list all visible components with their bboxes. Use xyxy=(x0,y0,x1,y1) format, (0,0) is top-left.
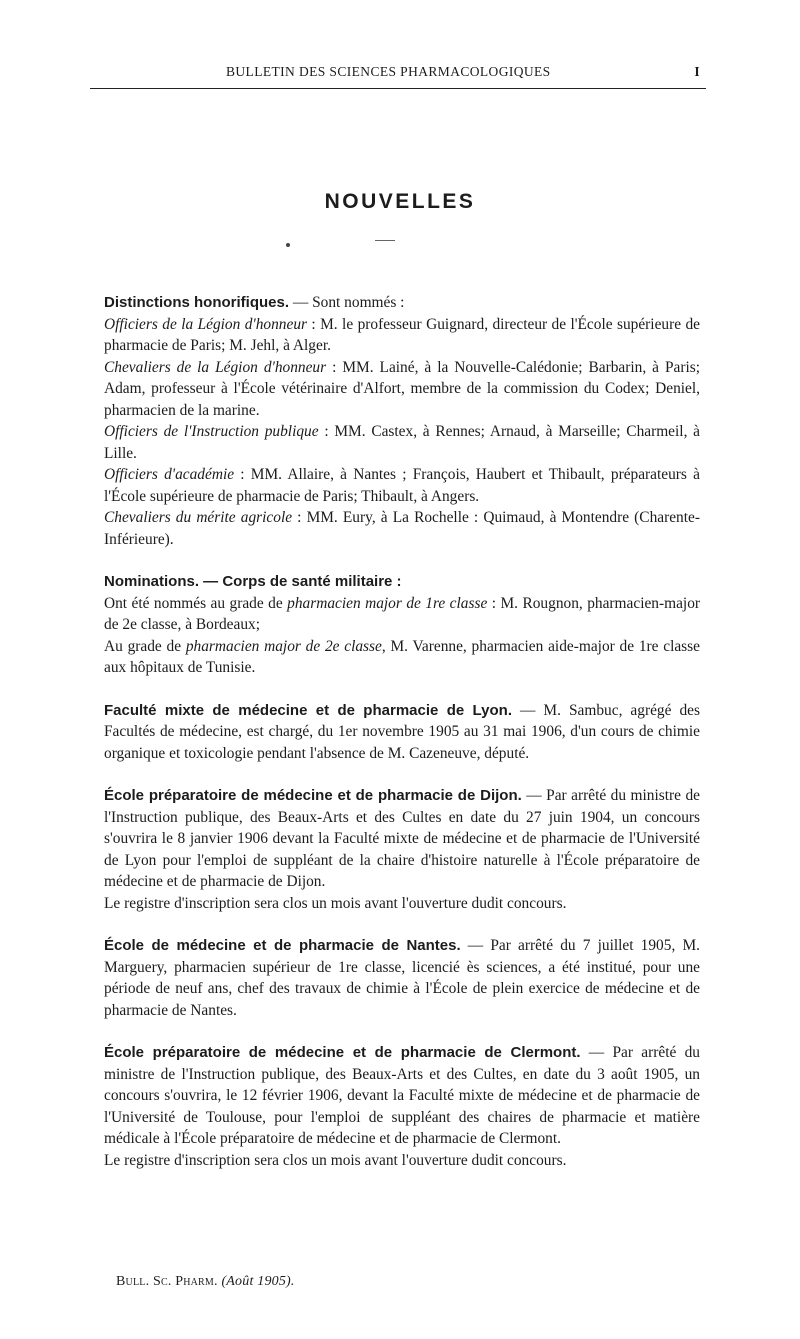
honor-text: : MM. Castex, à Rennes; Arnaud, à Marseille; Charmeil, à Lille. xyxy=(104,423,700,462)
paragraph xyxy=(104,785,700,893)
paragraph xyxy=(104,893,700,915)
paragraph xyxy=(104,1150,700,1172)
footer-citation xyxy=(116,1274,295,1290)
paragraph xyxy=(104,292,700,314)
paragraph xyxy=(104,421,700,464)
page-title: NOUVELLES xyxy=(324,190,476,213)
honor-text: : MM. Lainé, à la Nouvelle-Calédonie; Barbarin, à Paris; Adam, professeur à l'École vétérinaire d'Alfort, membre de la commission du Codex; Deniel, pharmacien de la marine. xyxy=(104,358,700,419)
nomination-text: , M. Varenne, pharmacien aide-major de 1re classe aux hôpitaux de Tunisie. xyxy=(104,637,700,676)
nomination-text: : M. Rougnon, pharmacien-major de 2e classe, à Bordeaux; xyxy=(104,594,701,633)
section-heading: École préparatoire de médecine et de pharmacie de Dijon. xyxy=(104,787,522,804)
section-heading: Distinctions honorifiques. xyxy=(104,294,290,311)
heading-tail: — Sont nommés : xyxy=(289,294,405,311)
paragraph xyxy=(104,700,700,765)
article-body xyxy=(104,292,700,1192)
paragraph xyxy=(104,636,700,679)
nomination-text: Au grade de xyxy=(104,637,186,655)
section-text: Le registre d'inscription sera clos un mois avant l'ouverture dudit concours. xyxy=(104,1151,567,1169)
grade-label: pharmacien major de 1re classe xyxy=(287,594,488,612)
header-rule xyxy=(90,88,706,89)
section-lyon xyxy=(104,700,700,765)
honor-text: : MM. Eury, à La Rochelle : Quimaud, à Montendre (Charente-Inférieure). xyxy=(104,509,700,548)
honor-label: Chevaliers du mérite agricole xyxy=(104,509,293,526)
honor-text: : MM. Allaire, à Nantes ; François, Haubert et Thibault, préparateurs à l'École supérieure de pharmacie de Paris; Thibault, à Angers. xyxy=(104,466,700,505)
section-heading: École préparatoire de médecine et de pharmacie de Clermont. xyxy=(104,1044,581,1061)
grade-label: pharmacien major de 2e classe xyxy=(185,637,382,655)
running-header xyxy=(90,62,710,84)
paragraph xyxy=(104,357,700,422)
section-dijon xyxy=(104,785,700,914)
footer-journal: Bull. Sc. Pharm. xyxy=(116,1274,218,1289)
section-heading: École de médecine et de pharmacie de Nantes. xyxy=(104,937,461,954)
paragraph xyxy=(104,593,700,636)
section-text: Le registre d'inscription sera clos un mois avant l'ouverture dudit concours. xyxy=(104,894,567,912)
honor-label: Chevaliers de la Légion d'honneur xyxy=(104,358,327,376)
honor-label: Officiers de l'Instruction publique xyxy=(104,423,319,440)
paragraph xyxy=(104,1042,700,1150)
honor-label: Officiers de la Légion d'honneur xyxy=(104,315,308,333)
nomination-text: Ont été nommés au grade de xyxy=(104,594,288,612)
section-nantes xyxy=(104,935,700,1021)
title-underline xyxy=(375,240,395,241)
paragraph xyxy=(104,314,700,357)
running-title: BULLETIN DES SCIENCES PHARMACOLOGIQUES xyxy=(226,64,551,79)
honor-label: Officiers d'académie xyxy=(104,466,235,483)
paragraph xyxy=(104,935,700,1021)
paragraph xyxy=(104,571,700,593)
section-text: — Par arrêté du ministre de l'Instruction publique, des Beaux-Arts et des Cultes, en date du 3 août 1905, un concours s'ouvrira, le 12 février 1906, devant la Faculté mixte de médecine et de pharmacie de l'Université de Toulouse, pour l'emploi de suppléant des chaires de pharmacie et matière médicale à l'École préparatoire de médecine et de pharmacie de Clermont. xyxy=(104,1044,700,1147)
section-text: — M. Sambuc, agrégé des Facultés de médecine, est chargé, du 1er novembre 1905 au 31 mai 1906, d'un cours de chimie organique et toxicologie pendant l'absence de M. Cazeneuve, député. xyxy=(104,701,700,762)
section-text: — Par arrêté du 7 juillet 1905, M. Marguery, pharmacien supérieur de 1re classe, licencié ès sciences, a été institué, pour une période de neuf ans, chef des travaux de chimie à l'École de plein exercice de médecine et de pharmacie de Nantes. xyxy=(104,937,700,1019)
section-text: — Par arrêté du ministre de l'Instruction publique, des Beaux-Arts et des Cultes en date du 27 juin 1904, un concours s'ouvrira le 8 janvier 1906 devant la Faculté mixte de médecine et de pharmacie de l'Université de Lyon pour l'emploi de suppléant de la chaire d'histoire naturelle à l'École préparatoire de médecine et de pharmacie de Dijon. xyxy=(104,787,701,890)
section-heading: Faculté mixte de médecine et de pharmacie de Lyon. xyxy=(104,701,512,719)
section-heading: Nominations. — Corps de santé militaire : xyxy=(104,573,402,590)
paragraph xyxy=(104,464,700,507)
page-number: I xyxy=(694,64,700,79)
footer-date: (Août 1905). xyxy=(221,1274,295,1289)
honor-text: : M. le professeur Guignard, directeur de l'École supérieure de pharmacie de Paris; M. Jehl, à Alger. xyxy=(104,315,701,354)
paragraph xyxy=(104,507,700,550)
section-clermont xyxy=(104,1042,700,1171)
ornament-dot xyxy=(286,243,290,247)
section-nominations xyxy=(104,571,700,679)
section-distinctions xyxy=(104,292,700,550)
